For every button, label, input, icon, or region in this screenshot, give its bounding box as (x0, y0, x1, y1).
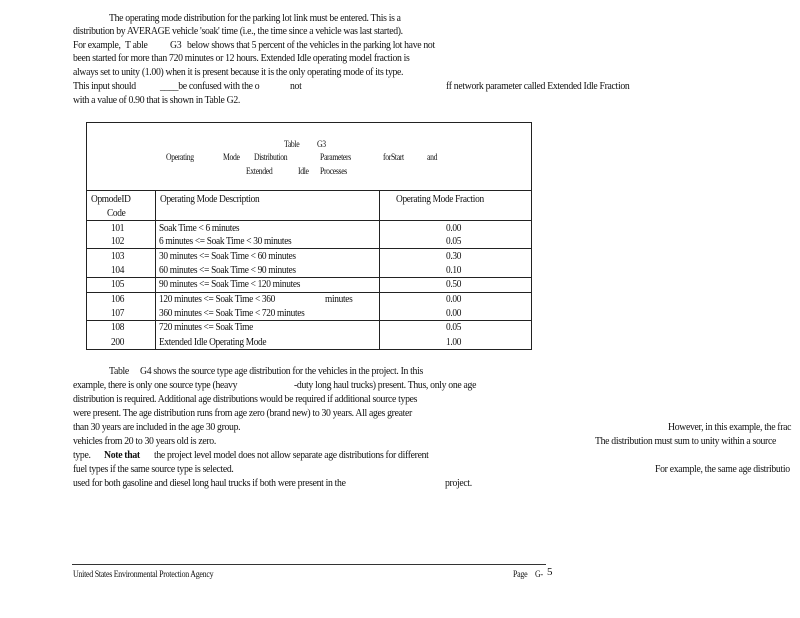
row-code: 107 (111, 308, 125, 319)
table-row-divider (86, 220, 532, 221)
row-description-tail: minutes (325, 294, 353, 305)
row-code: 102 (111, 236, 125, 247)
table-caption-processes: Processes (320, 167, 347, 177)
row-description: 120 minutes <= Soak Time < 360 (159, 294, 276, 305)
intro-line-3a: For example, (73, 40, 121, 51)
row-code: 106 (111, 294, 125, 305)
intro-line-6c: not (290, 81, 302, 92)
row-fraction: 0.00 (446, 308, 462, 319)
row-code: 200 (111, 337, 125, 348)
para2-line-8: fuel types if the same source type is selected. (73, 464, 234, 475)
row-description: 60 minutes <= Soak Time < 90 minutes (159, 265, 296, 276)
table-row-divider (86, 320, 532, 321)
row-fraction: 1.00 (446, 337, 462, 348)
col-header-code-line2: Code (107, 208, 126, 219)
para2-line-5: than 30 years are included in the age 30 group. (73, 422, 241, 433)
para2-line-8-right: For example, the same age distributio (655, 464, 790, 475)
col-header-description: Operating Mode Description (160, 194, 260, 205)
footer-page-label: Page (513, 569, 528, 579)
row-description: 360 minutes <= Soak Time < 720 minutes (159, 308, 305, 319)
row-description: 90 minutes <= Soak Time < 120 minutes (159, 279, 301, 290)
row-fraction: 0.10 (446, 265, 462, 276)
col-header-fraction: Operating Mode Fraction (396, 194, 484, 205)
para2-line-2a: example, there is only one source type (heavy (73, 380, 238, 391)
intro-line-7: with a value of 0.90 that is shown in Table G2. (73, 95, 240, 106)
row-description: Soak Time < 6 minutes (159, 223, 240, 234)
footer-rule (72, 564, 546, 565)
row-description: 720 minutes <= Soak Time (159, 322, 253, 333)
row-fraction: 0.30 (446, 251, 462, 262)
table-caption-mode: Mode (223, 153, 240, 163)
table-caption-operating: Operating (166, 153, 194, 163)
intro-line-4: been started for more than 720 minutes or 12 hours. Extended Idle operating model fraction is (73, 53, 410, 64)
table-row-divider (86, 277, 532, 278)
table-caption-number: G3 (317, 140, 326, 150)
para2-line-7a: type. (73, 450, 91, 461)
para2-line-1b: G4 shows the source type age distribution for the vehicles in the project. In this (140, 366, 423, 377)
intro-line-1: The operating mode distribution for the parking lot link must be entered. This is a (109, 13, 401, 24)
row-description: 6 minutes <= Soak Time < 30 minutes (159, 236, 292, 247)
intro-line-3d: below shows that 5 percent of the vehicles in the parking lot have not (187, 40, 435, 51)
footer-page-number: 5 (547, 566, 553, 578)
row-fraction: 0.00 (446, 223, 462, 234)
footer-agency: United States Environmental Protection Agency (73, 569, 214, 579)
table-caption-and: and (427, 153, 438, 163)
row-fraction: 0.05 (446, 236, 462, 247)
intro-line-6a: This input should (73, 81, 136, 92)
row-code: 108 (111, 322, 125, 333)
para2-line-3: distribution is required. Additional age distributions would be required if additional source types (73, 394, 418, 405)
table-row-divider (86, 292, 532, 293)
para2-line-5-right: However, in this example, the frac (668, 422, 792, 433)
row-code: 105 (111, 279, 125, 290)
table-col-divider-2 (379, 190, 380, 350)
row-description: Extended Idle Operating Mode (159, 337, 267, 348)
table-row-divider (86, 248, 532, 249)
row-code: 101 (111, 223, 125, 234)
table-caption-distribution: Distribution (254, 153, 288, 163)
para2-line-6: vehicles from 20 to 30 years old is zero. (73, 436, 216, 447)
intro-line-3b: T able (125, 40, 148, 51)
para2-line-7b: Note that (104, 450, 140, 461)
row-fraction: 0.05 (446, 322, 462, 333)
table-header-separator (86, 190, 532, 191)
table-g3 (86, 122, 532, 350)
table-caption-extended: Extended (246, 167, 273, 177)
col-header-code: OpmodeID (91, 194, 131, 205)
row-fraction: 0.00 (446, 294, 462, 305)
row-description: 30 minutes <= Soak Time < 60 minutes (159, 251, 296, 262)
para2-line-7c: the project level model does not allow separate age distributions for different (154, 450, 429, 461)
row-code: 103 (111, 251, 125, 262)
table-caption-forstart: forStart (383, 153, 404, 163)
para2-line-1a: Table (109, 366, 129, 377)
row-code: 104 (111, 265, 125, 276)
para2-line-4: were present. The age distribution runs from age zero (brand new) to 30 years. All ages greater (73, 408, 412, 419)
table-col-divider-1 (155, 190, 156, 350)
row-fraction: 0.50 (446, 279, 462, 290)
para2-line-2b: -duty long haul trucks) present. Thus, only one age (294, 380, 477, 391)
table-caption-word: Table (284, 140, 300, 150)
table-caption-idle: Idle (298, 167, 309, 177)
intro-line-5: always set to unity (1.00) when it is present because it is the only operating mode of its type. (73, 67, 404, 78)
para2-line-6-right: The distribution must sum to unity within a source (595, 436, 776, 447)
intro-line-3c: G3 (170, 40, 182, 51)
intro-line-6b: ____be confused with the o (160, 81, 260, 92)
para2-line-9b: project. (445, 478, 472, 489)
para2-line-9a: used for both gasoline and diesel long haul trucks if both were present in the (73, 478, 346, 489)
intro-line-6d: ff network parameter called Extended Idle Fraction (446, 81, 630, 92)
table-caption-parameters: Parameters (320, 153, 351, 163)
intro-line-2: distribution by AVERAGE vehicle 'soak' time (i.e., the time since a vehicle was last started). (73, 26, 403, 37)
footer-page-section: G- (535, 569, 543, 579)
